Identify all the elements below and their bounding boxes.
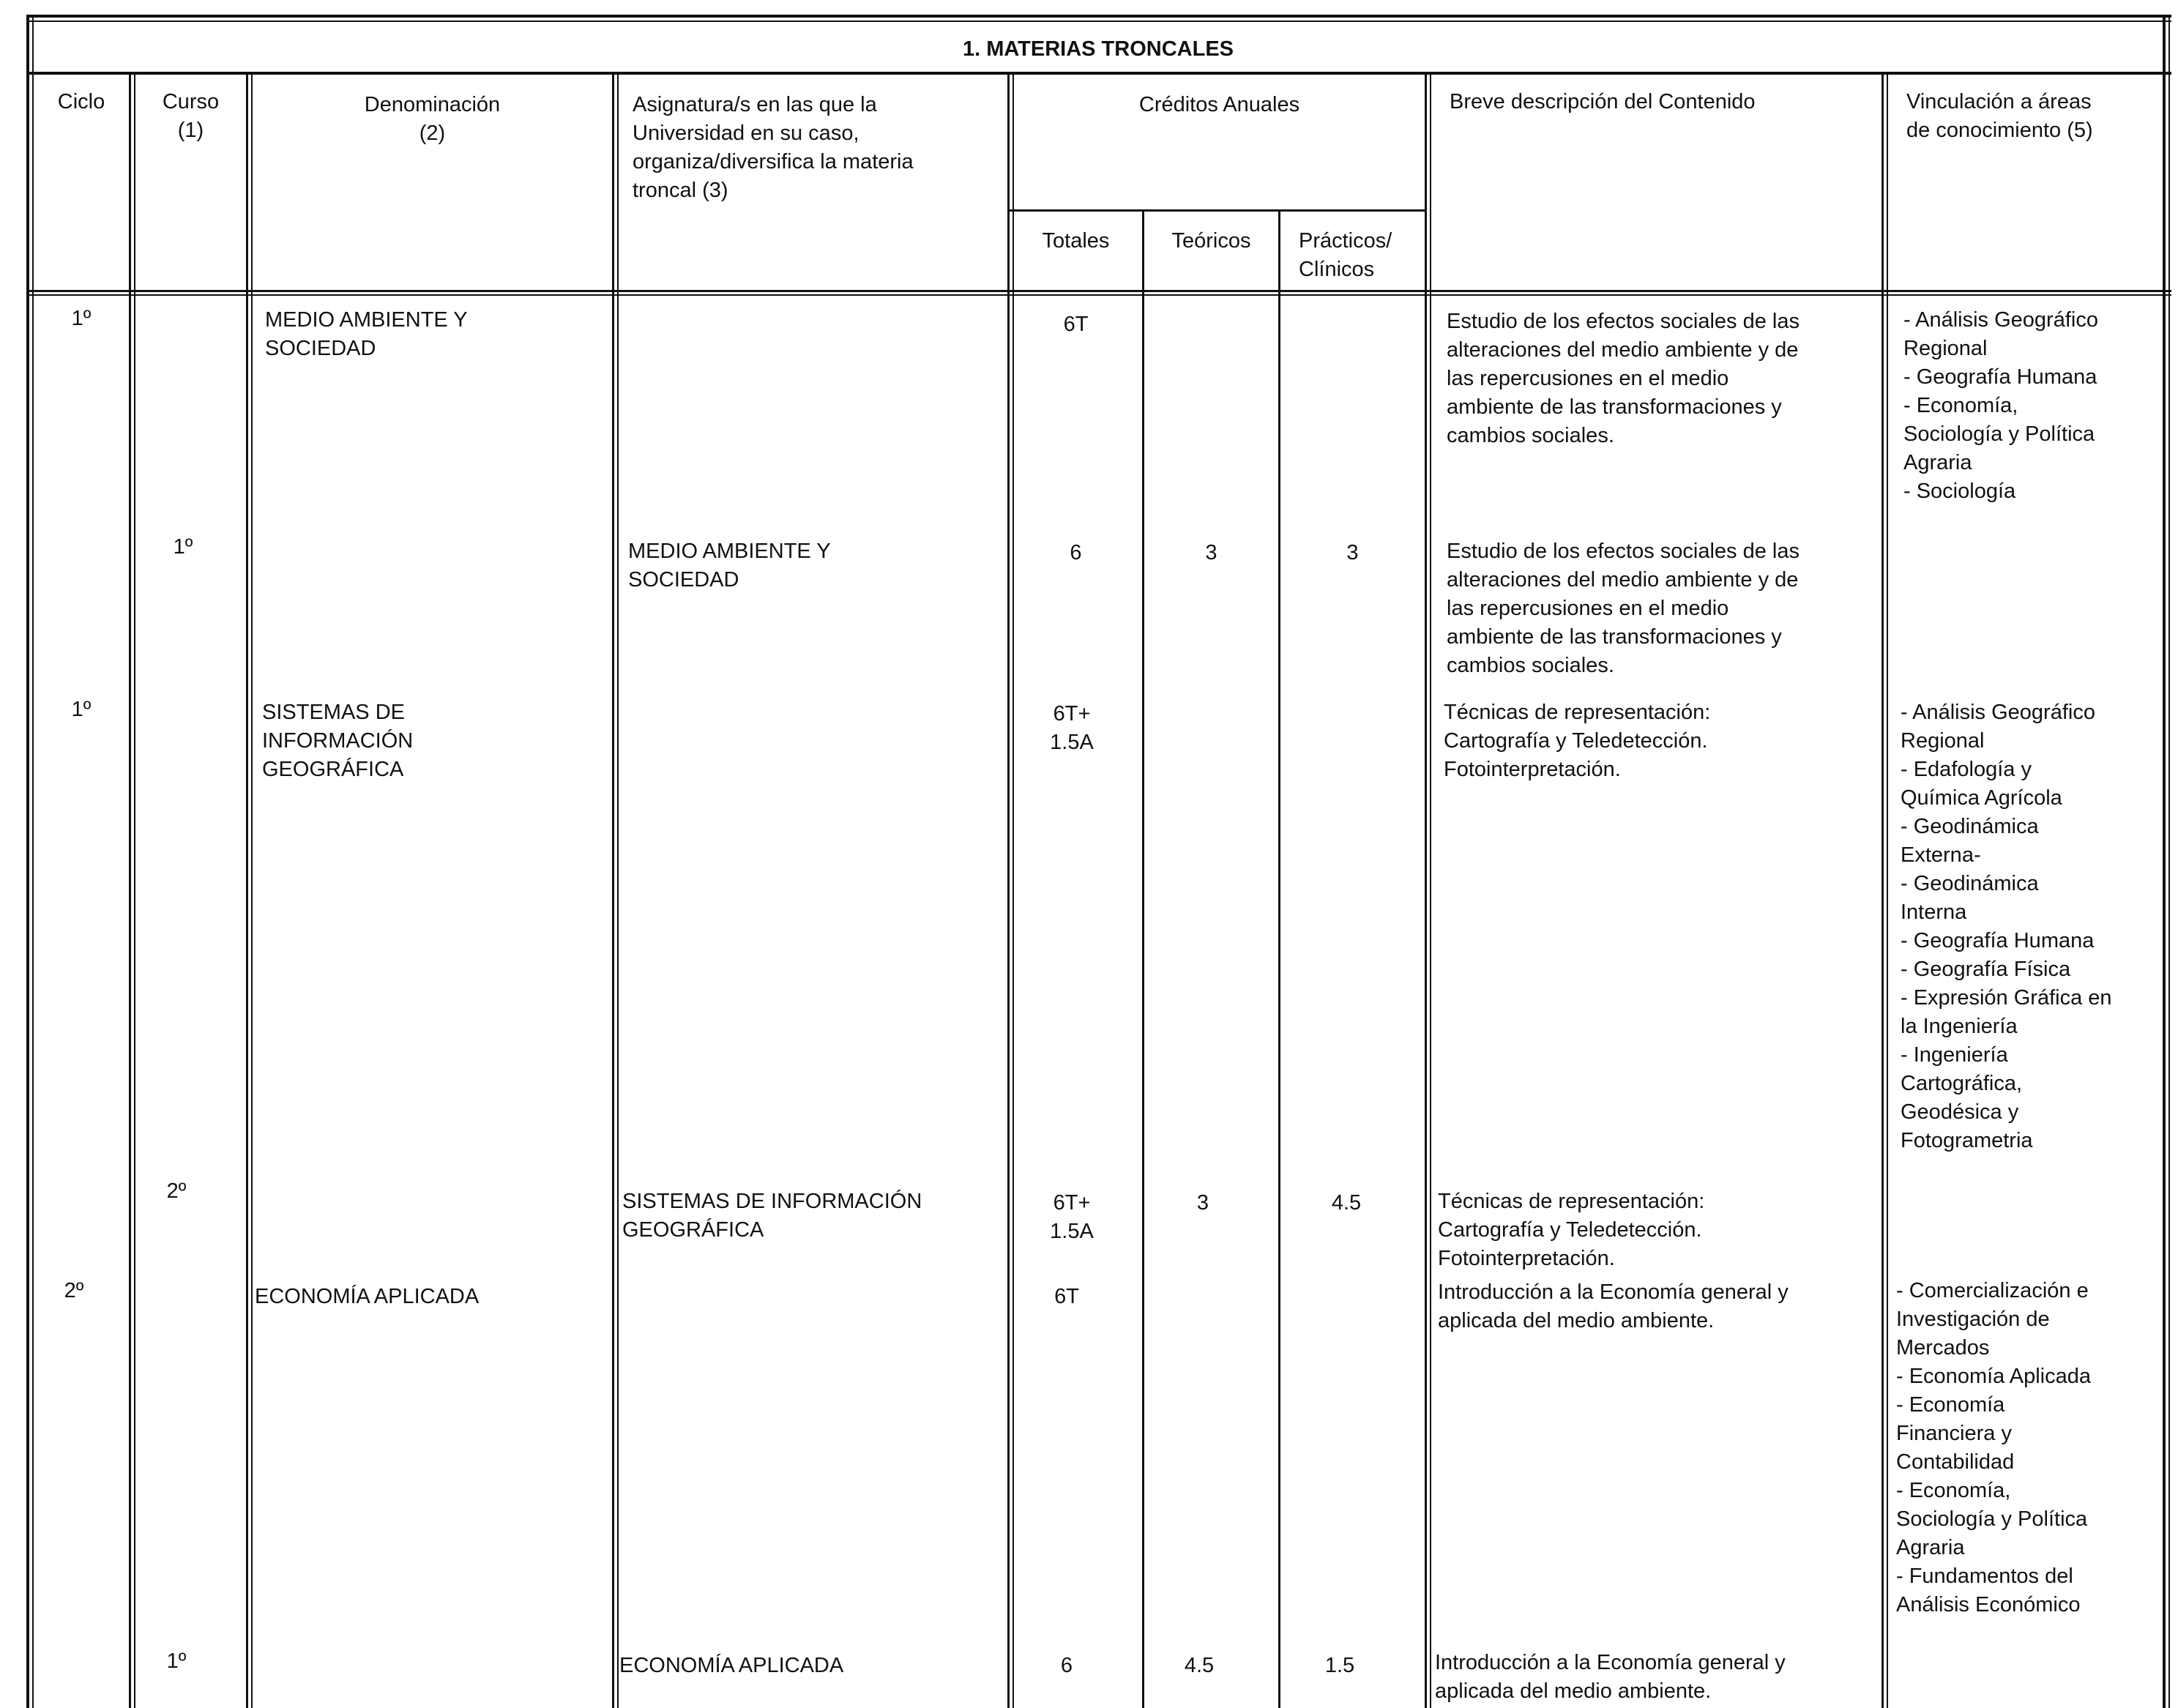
right-border <box>2163 15 2166 1708</box>
header-vinculacion: Vinculación a áreas de conocimiento (5) <box>1906 90 2093 142</box>
top-border <box>26 15 2171 18</box>
cell-asignatura: SISTEMAS DE INFORMACIÓN GEOGRÁFICA <box>622 1190 922 1242</box>
cell-vinculacion: - Análisis Geográfico Regional - Edafología y Química Agrícola - Geodinámica Externa- - Geodinámica Interna - Geografía Humana - Geografía Física - Expresión Gráfica en la Ingeniería - Ingeniería Cartográfica, Geodésica y Fotogrametria <box>1901 701 2112 1152</box>
cell-denominacion: MEDIO AMBIENTE Y SOCIEDAD <box>265 308 468 360</box>
col-sep-8b <box>1887 73 1888 1708</box>
col-sep-6 <box>1278 211 1280 1708</box>
col-sep-3b <box>617 73 619 1708</box>
col-sep-8 <box>1881 73 1884 1708</box>
header-bottom-line <box>26 290 2171 292</box>
col-sep-2b <box>251 73 253 1708</box>
cell-totales: 6 <box>1060 1654 1073 1677</box>
header-creditos: Créditos Anuales <box>1138 93 1300 116</box>
cell-asignatura: ECONOMÍA APLICADA <box>619 1654 844 1677</box>
cell-totales: 6T <box>1054 1285 1079 1308</box>
cell-totales: 6 <box>1070 541 1082 564</box>
cell-vinculacion: - Análisis Geográfico Regional - Geografía Humana - Economía, Sociología y Política Agraria - Sociología <box>1903 308 2098 503</box>
cell-totales: 6T <box>1063 313 1089 336</box>
header-descripcion: Breve descripción del Contenido <box>1450 90 1756 113</box>
cell-teoricos: 3 <box>1196 1191 1209 1215</box>
cell-curso: 1º <box>166 1649 187 1673</box>
col-sep-7 <box>1425 73 1427 1708</box>
cell-teoricos: 3 <box>1205 541 1217 564</box>
cell-curso: 1º <box>173 535 193 559</box>
right-border-inner <box>2168 15 2170 1708</box>
cell-denominacion: SISTEMAS DE INFORMACIÓN GEOGRÁFICA <box>262 701 414 781</box>
cell-descripcion: Introducción a la Economía general y aplicada del medio ambiente. <box>1438 1280 1789 1332</box>
top-border-inner <box>26 20 2171 22</box>
header-curso: Curso (1) <box>162 90 220 142</box>
col-sep-5 <box>1142 211 1144 1708</box>
cell-ciclo: 1º <box>71 307 92 330</box>
header-asignatura: Asignatura/s en las que la Universidad en su caso, organiza/diversifica la materia troncal (3) <box>633 93 914 202</box>
cell-ciclo: 2º <box>64 1279 84 1302</box>
cell-totales: 6T+ 1.5A <box>1050 1191 1094 1243</box>
cell-descripcion: Introducción a la Economía general y aplicada del medio ambiente. <box>1435 1651 1786 1703</box>
cell-practicos: 3 <box>1346 541 1359 564</box>
left-border-inner <box>32 15 34 1708</box>
cell-practicos: 1.5 <box>1324 1654 1355 1677</box>
header-totales: Totales <box>1042 229 1110 253</box>
header-ciclo: Ciclo <box>57 90 105 113</box>
cell-totales: 6T+ 1.5A <box>1050 702 1094 754</box>
title-underline <box>26 72 2171 75</box>
col-sep-3 <box>612 73 614 1708</box>
cell-teoricos: 4.5 <box>1184 1654 1215 1677</box>
cell-ciclo: 1º <box>71 698 92 721</box>
cell-descripcion: Técnicas de representación: Cartografía y Teledetección. Fotointerpretación. <box>1438 1190 1705 1270</box>
header-denominacion: Denominación (2) <box>364 93 501 145</box>
table-title: 1. MATERIAS TRONCALES <box>962 37 1234 61</box>
col-sep-1b <box>134 73 135 1708</box>
cell-curso: 2º <box>166 1179 187 1203</box>
col-sep-1 <box>129 73 131 1708</box>
cell-asignatura: MEDIO AMBIENTE Y SOCIEDAD <box>628 540 831 592</box>
header-bottom-line-2 <box>26 294 2171 296</box>
header-teoricos: Teóricos <box>1171 229 1251 253</box>
cell-vinculacion: - Comercialización e Investigación de Mercados - Economía Aplicada - Economía Financiera y Contabilidad - Economía, Sociología y Política Agraria - Fundamentos del Análisis Económico <box>1896 1279 2091 1616</box>
left-border <box>26 15 29 1708</box>
col-sep-2 <box>246 73 248 1708</box>
creditos-subheader-line <box>1009 209 1426 212</box>
cell-descripcion: Estudio de los efectos sociales de las alteraciones del medio ambiente y de las repercusiones en el medio ambiente de las transformaciones y cambios sociales. <box>1447 310 1800 447</box>
cell-practicos: 4.5 <box>1331 1191 1362 1215</box>
cell-descripcion: Estudio de los efectos sociales de las alteraciones del medio ambiente y de las repercusiones en el medio ambiente de las transformaciones y cambios sociales. <box>1447 540 1800 677</box>
cell-descripcion: Técnicas de representación: Cartografía y Teledetección. Fotointerpretación. <box>1444 701 1711 781</box>
col-sep-7b <box>1430 73 1431 1708</box>
header-practicos: Prácticos/ Clínicos <box>1299 229 1392 281</box>
cell-denominacion: ECONOMÍA APLICADA <box>255 1285 480 1308</box>
